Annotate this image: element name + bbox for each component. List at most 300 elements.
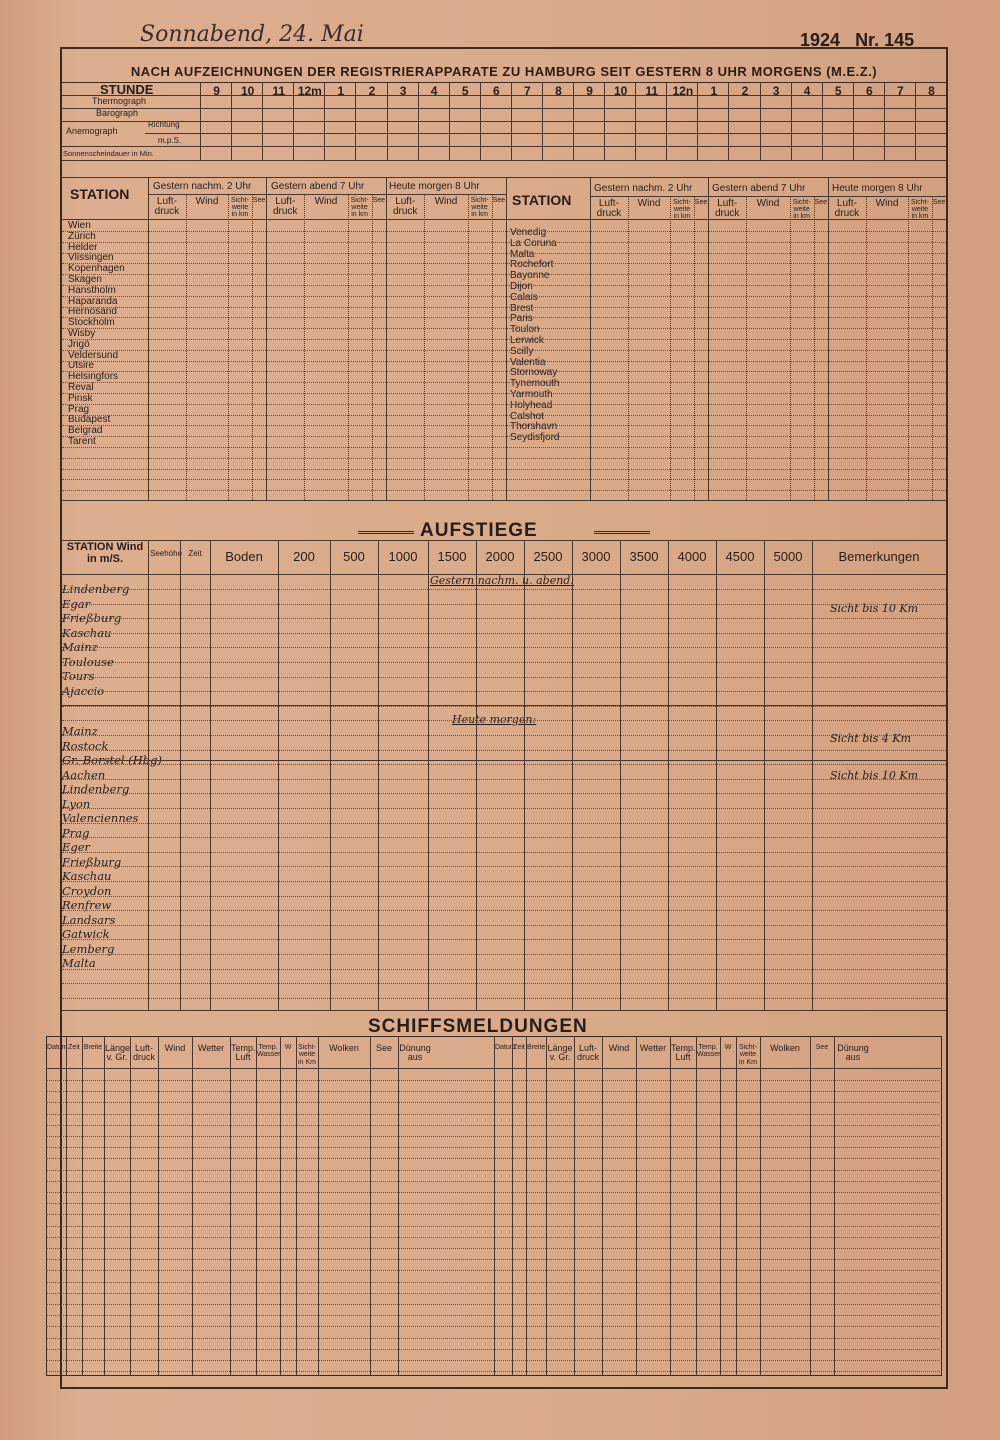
subcol-3-0: Luft-druck <box>596 198 622 219</box>
asc-row-line <box>62 677 946 678</box>
asc-station-t-0: Mainz <box>62 724 98 738</box>
hour-label-8: 5 <box>461 84 469 98</box>
ship-row-line <box>46 1349 942 1350</box>
subcol-divider <box>424 194 425 500</box>
ship-row-line <box>46 1192 942 1193</box>
asc-row-line <box>62 647 946 648</box>
row-barograph: Barograph <box>96 108 139 118</box>
asc-row-line <box>62 735 946 736</box>
ship-r-col-13: Dünung aus <box>837 1043 869 1063</box>
left-station-8: Hernösand <box>68 306 117 318</box>
station-row-line <box>62 425 946 426</box>
asc-station-t-11: Croydon <box>62 883 112 898</box>
asc-station-t-16: Malta <box>62 956 96 970</box>
station-row-line <box>62 339 946 340</box>
left-station-6: Hanstholm <box>68 284 116 296</box>
subcol-divider <box>304 194 305 500</box>
asc-station-t-3: Aachen <box>62 767 106 782</box>
ship-row-line <box>46 1315 942 1316</box>
ship-l-col-11: Wolken <box>329 1043 359 1053</box>
subcol-2-2: Sicht-weite in km <box>470 197 489 218</box>
subcol-4-0: Luft-druck <box>714 198 740 219</box>
asc-row-line <box>62 691 946 692</box>
ship-row-line <box>46 1248 942 1249</box>
right-station-15: Yarmouth <box>510 388 553 400</box>
subcol-5-0: Luft-druck <box>834 198 860 219</box>
station-row-line <box>62 285 946 286</box>
ship-col-divider <box>158 1036 159 1376</box>
ship-r-col-0: Datum <box>495 1044 516 1051</box>
left-station-19: Belgrad <box>68 425 103 437</box>
ship-row-line <box>46 1170 942 1171</box>
right-station-9: Toulon <box>510 324 540 336</box>
ship-col-divider <box>834 1036 835 1376</box>
asc-row-line <box>62 589 946 590</box>
asc-station-y-7: Ajaccio <box>62 683 105 698</box>
subcol-0-3: See <box>252 197 266 204</box>
station-row-line <box>62 371 946 372</box>
ship-r-col-3: Länge v. Gr. <box>547 1043 573 1063</box>
asc-station-y-6: Tours <box>62 669 95 683</box>
subcol-1-2: Sicht-weite in km <box>350 197 369 218</box>
ship-row-line <box>46 1282 942 1283</box>
ship-col-divider <box>526 1036 527 1376</box>
ship-l-col-7: Temp. Luft <box>231 1043 256 1063</box>
hour-label-21: 6 <box>866 84 873 98</box>
hour-label-5: 2 <box>368 84 376 98</box>
station-row-line <box>62 317 946 318</box>
ship-header-line <box>46 1068 942 1069</box>
asc-row-line <box>62 969 946 970</box>
ship-col-divider <box>736 1036 737 1376</box>
subcol-1-0: Luft-druck <box>272 196 298 217</box>
asc-station-y-5: Toulouse <box>62 654 114 669</box>
hour-label-10: 7 <box>524 84 531 98</box>
right-station-list <box>510 228 559 444</box>
ship-row-line <box>46 1136 942 1137</box>
ship-col-divider <box>512 1036 513 1376</box>
right-station-12: Valentia <box>510 356 546 368</box>
ship-col-divider <box>720 1036 721 1376</box>
right-station-8: Paris <box>510 313 533 325</box>
right-station-4: Bayonne <box>510 270 550 282</box>
grp-l2: Gestern abend 7 Uhr <box>271 181 365 192</box>
right-station-16: Holyhead <box>510 399 553 411</box>
ship-l-col-4: Luft-druck <box>132 1043 155 1063</box>
asc-col-5: 500 <box>343 549 365 564</box>
ship-r-col-12: See <box>815 1044 829 1051</box>
right-station-0: Venedig <box>510 227 547 238</box>
ship-r-col-1: Zeit <box>513 1044 525 1051</box>
asc-col-4: 200 <box>293 549 315 564</box>
ship-row-line <box>46 1270 942 1271</box>
ship-col-divider <box>230 1036 231 1376</box>
hour-label-15: 12n <box>672 84 694 98</box>
right-station-5: Dijon <box>510 280 533 292</box>
left-station-1: Zürich <box>68 230 96 242</box>
right-station-2: Malta <box>510 248 535 260</box>
subcol-1-3: See <box>372 197 386 204</box>
asc-station-t-7: Prag <box>62 825 90 840</box>
asc-station-t-10: Kaschau <box>62 869 112 883</box>
ship-col-divider <box>602 1036 603 1376</box>
subcol-0-2: Sicht-weite in km <box>231 197 249 218</box>
hour-label-0: 9 <box>213 84 220 98</box>
ship-l-col-3: Länge v. Gr. <box>105 1043 131 1063</box>
left-station-0: Wien <box>68 220 91 231</box>
asc-col-3: Boden <box>225 549 263 564</box>
asc-col-6: 1000 <box>388 549 418 564</box>
ship-col-divider <box>82 1036 83 1376</box>
hour-label-13: 10 <box>613 84 628 98</box>
asc-station-t-4: Lindenberg <box>62 782 130 796</box>
asc-row-line <box>62 823 946 824</box>
subcol-2-0: Luft-druck <box>392 196 418 217</box>
hour-label-22: 7 <box>897 84 904 98</box>
hour-label-6: 3 <box>399 84 407 98</box>
grp-l1: Gestern nachm. 2 Uhr <box>153 181 252 192</box>
right-station-1: La Coruna <box>510 237 557 249</box>
subcol-4-1: Wind <box>756 198 780 209</box>
grp-r3: Heute morgen 8 Uhr <box>832 183 923 194</box>
hour-label-19: 4 <box>803 84 811 98</box>
subcol-divider <box>372 194 373 500</box>
asc-station-t-15: Lemberg <box>62 941 115 956</box>
asc-row-line <box>62 866 946 867</box>
station-row-line <box>62 382 946 383</box>
asc-station-t-13: Landsars <box>62 912 116 927</box>
station-row-line <box>62 274 946 275</box>
ship-row-line <box>46 1214 942 1215</box>
left-station-16: Pinsk <box>68 392 93 404</box>
ship-l-col-6: Wetter <box>197 1043 225 1053</box>
ship-row-line <box>46 1181 942 1182</box>
subcol-divider <box>348 194 349 500</box>
ship-col-divider <box>192 1036 193 1376</box>
hour-label-20: 5 <box>834 84 842 98</box>
ship-row-line <box>46 1080 942 1081</box>
left-station-15: Reval <box>68 381 94 393</box>
asc-row-line <box>62 604 946 605</box>
station-row-line <box>62 469 946 470</box>
right-station-13: Stornoway <box>510 367 558 379</box>
subcol-1-1: Wind <box>314 196 338 207</box>
asc-col-9: 2500 <box>533 549 563 564</box>
asc-row-line <box>62 896 946 897</box>
station-label-right: STATION <box>512 192 572 208</box>
station-row-line <box>62 307 946 308</box>
right-station-6: Calais <box>510 291 538 303</box>
note-today: Heute morgen: <box>452 713 537 726</box>
asc-row-line <box>62 750 946 751</box>
left-station-2: Helder <box>68 241 98 253</box>
year: 1924 <box>800 30 841 50</box>
asc-row-line <box>62 939 946 940</box>
left-station-3: Vlissingen <box>68 252 114 264</box>
left-station-18: Budapest <box>68 414 111 426</box>
ship-l-col-0: Datum <box>47 1044 68 1051</box>
asc-block-line <box>62 760 946 761</box>
asc-row-line <box>62 852 946 853</box>
right-station-17: Calshot <box>510 410 544 422</box>
ship-col-divider <box>670 1036 671 1376</box>
ship-l-col-5: Wind <box>164 1043 186 1053</box>
hour-label-2: 11 <box>272 84 286 98</box>
ship-row-line <box>46 1259 942 1260</box>
asc-station-t-14: Gatwick <box>62 927 110 941</box>
row-thermograph: Thermograph <box>92 96 147 106</box>
station-row-line <box>62 296 946 297</box>
row-sonnenschein: Sonnenscheindauer in Min. <box>63 149 154 158</box>
asc-col-12: 4000 <box>677 549 707 564</box>
ship-row-line <box>46 1338 942 1339</box>
subcol-5-3: See <box>932 199 946 206</box>
ship-center-divider <box>494 1036 495 1376</box>
ship-col-divider <box>636 1036 637 1376</box>
asc-row-line <box>62 881 946 882</box>
ship-col-divider <box>574 1036 575 1376</box>
subcol-5-1: Wind <box>875 198 899 209</box>
station-row-line <box>62 242 946 243</box>
left-station-20: Tarent <box>68 435 96 447</box>
hour-label-4: 1 <box>337 84 345 98</box>
subcol-2-1: Wind <box>434 196 458 207</box>
asc-row-line <box>62 764 946 765</box>
ship-l-col-13: Dünung aus <box>399 1043 431 1063</box>
left-station-14: Helsingfors <box>68 371 119 383</box>
station-row-line <box>62 479 946 480</box>
ship-l-col-1: Zeit <box>68 1044 80 1051</box>
asc-col-14: 5000 <box>773 549 803 564</box>
hour-label-16: 1 <box>710 84 718 98</box>
ship-col-divider <box>256 1036 257 1376</box>
stations-yesterday <box>62 582 129 698</box>
ship-col-divider <box>104 1036 105 1376</box>
ship-col-divider <box>546 1036 547 1376</box>
left-station-11: Jrigö <box>68 338 90 350</box>
issue-no: Nr. 145 <box>855 30 915 50</box>
asc-row-line <box>62 720 946 721</box>
right-station-7: Brest <box>510 302 534 314</box>
station-row-line <box>62 350 946 351</box>
hour-label-18: 3 <box>772 84 780 98</box>
ship-row-line <box>46 1371 942 1372</box>
station-row-line <box>62 361 946 362</box>
ship-r-col-10: Sicht-weite in Km <box>739 1044 757 1066</box>
schiff-title: SCHIFFSMELDUNGEN <box>368 1016 588 1037</box>
anemo-richtung: Richtung <box>148 120 180 129</box>
asc-row-line <box>62 925 946 926</box>
hour-label-14: 11 <box>645 84 659 98</box>
ship-row-line <box>46 1158 942 1159</box>
asc-station-t-2: Gr. Borstel (Hbg) <box>62 753 162 767</box>
asc-station-t-6: Valenciennes <box>62 811 139 825</box>
subcol-divider <box>228 194 229 500</box>
asc-station-t-1: Rostock <box>62 738 109 753</box>
asc-station-y-2: Frießburg <box>62 611 122 625</box>
asc-col-10: 3000 <box>581 549 611 564</box>
left-station-17: Prag <box>68 403 90 415</box>
station-row-line <box>62 404 946 405</box>
note-yesterday: Gestern nachm. u. abend: <box>430 574 575 587</box>
asc-col-2: Zeit <box>188 549 202 558</box>
ship-col-divider <box>696 1036 697 1376</box>
asc-station-t-5: Lyon <box>62 796 91 811</box>
ship-row-line <box>46 1226 942 1227</box>
left-station-10: Wisby <box>68 327 96 339</box>
ship-row-line <box>46 1147 942 1148</box>
right-station-10: Lerwick <box>510 334 544 346</box>
asc-station-y-3: Kaschau <box>62 625 112 640</box>
ship-row-line <box>46 1360 942 1361</box>
asc-station-t-12: Renfrew <box>62 898 112 912</box>
asc-row-line <box>62 983 946 984</box>
left-station-9: Stockholm <box>68 317 115 329</box>
ship-r-col-9: W <box>724 1044 732 1051</box>
ship-row-line <box>46 1114 942 1115</box>
ship-l-col-8: Temp. Wasser <box>257 1044 281 1059</box>
ship-col-divider <box>318 1036 319 1376</box>
asc-row-line <box>62 954 946 955</box>
hour-label-3: 12m <box>297 84 322 98</box>
ship-r-col-5: Wind <box>608 1043 630 1053</box>
subcol-5-2: Sicht-weite in km <box>911 199 929 220</box>
ship-l-col-9: W <box>284 1044 292 1051</box>
right-station-14: Tynemouth <box>510 378 560 390</box>
station-row-line <box>62 328 946 329</box>
asc-station-y-1: Egar <box>62 596 91 611</box>
asc-col-13: 4500 <box>725 549 755 564</box>
anemo-mps: m.p.S. <box>158 136 182 145</box>
asc-row-line <box>62 910 946 911</box>
right-station-11: Scilly <box>510 345 534 357</box>
ship-l-col-12: See <box>375 1043 392 1053</box>
right-station-19: Seydisfjord <box>510 432 560 444</box>
ship-row-line <box>46 1125 942 1126</box>
station-label-left: STATION <box>70 186 130 202</box>
station-row-line <box>62 490 946 491</box>
ship-col-divider <box>398 1036 399 1376</box>
ship-col-divider <box>810 1036 811 1376</box>
grp-r1: Gestern nachm. 2 Uhr <box>594 183 693 194</box>
asc-col-1: Seehöhe <box>150 549 183 558</box>
left-station-5: Skagen <box>68 273 102 285</box>
subcol-divider <box>468 194 469 500</box>
subcol-0-1: Wind <box>195 196 219 207</box>
left-station-4: Kopenhagen <box>68 263 125 275</box>
ship-col-divider <box>66 1036 67 1376</box>
ship-r-col-6: Wetter <box>639 1043 667 1053</box>
asc-station-y-4: Mainz <box>62 640 98 654</box>
asc-station-t-9: Frießburg <box>62 854 122 869</box>
hour-label-17: 2 <box>741 84 749 98</box>
subcol-3-3: See <box>694 199 708 206</box>
asc-station-y-0: Lindenberg <box>62 582 130 596</box>
asc-col-0: STATION Wind in m/S. <box>66 541 144 565</box>
hour-label-23: 8 <box>928 84 935 98</box>
ship-col-divider <box>280 1036 281 1376</box>
station-row-line <box>62 436 946 437</box>
right-station-18: Thorshavn <box>510 421 558 433</box>
asc-block-line <box>62 705 946 706</box>
subcol-divider <box>492 194 493 500</box>
grp-l3: Heute morgen 8 Uhr <box>389 181 480 192</box>
ship-col-divider <box>760 1036 761 1376</box>
ship-row-line <box>46 1304 942 1305</box>
ship-col-divider <box>130 1036 131 1376</box>
ship-r-col-11: Wolken <box>770 1043 800 1053</box>
ship-col-divider <box>296 1036 297 1376</box>
ship-r-col-8: Temp. Wasser <box>697 1044 721 1059</box>
top-banner: NACH AUFZEICHNUNGEN DER REGISTRIERAPPARATE ZU HAMBURG SEIT GESTERN 8 UHR MORGENS (M.E.Z.) <box>62 60 946 83</box>
ship-row-line <box>46 1237 942 1238</box>
left-station-13: Utsire <box>68 360 95 372</box>
handwritten-date: Sonnabend, 24. Mai <box>140 22 364 47</box>
remark-1: Sicht bis 10 Km <box>830 602 919 615</box>
ship-row-line <box>46 1326 942 1327</box>
subcol-3-2: Sicht-weite in km <box>673 199 691 220</box>
subcol-0-0: Luft-druck <box>154 196 180 217</box>
asc-col-7: 1500 <box>437 549 467 564</box>
ship-l-col-2: Breite <box>83 1044 103 1051</box>
subcol-divider <box>252 194 253 500</box>
asc-row-line <box>62 808 946 809</box>
aufstiege-title: AUFSTIEGE <box>420 520 538 541</box>
ship-row-line <box>46 1102 942 1103</box>
subcol-3-1: Wind <box>637 198 661 209</box>
ship-row-line <box>46 1091 942 1092</box>
asc-col-11: 3500 <box>629 549 659 564</box>
left-station-7: Haparanda <box>68 295 118 307</box>
ship-row-line <box>46 1293 942 1294</box>
subcol-divider <box>186 194 187 500</box>
asc-row-line <box>62 633 946 634</box>
stunde-label: STUNDE <box>100 82 154 97</box>
ship-row-line <box>46 1203 942 1204</box>
ship-l-col-10: Sicht-weite in Km <box>298 1044 316 1066</box>
asc-row-line <box>62 793 946 794</box>
left-station-12: Veldersund <box>68 349 119 361</box>
ship-r-col-7: Temp. Luft <box>671 1043 696 1063</box>
remark-3: Sicht bis 10 Km <box>830 769 919 782</box>
asc-col-15: Bemerkungen <box>838 549 920 564</box>
station-row-line <box>62 458 946 459</box>
station-row-line <box>62 447 946 448</box>
subcol-2-3: See <box>492 197 506 204</box>
station-row-line <box>62 253 946 254</box>
hour-label-1: 10 <box>240 84 255 98</box>
ship-r-col-4: Luft-druck <box>576 1043 599 1063</box>
grp-r2: Gestern abend 7 Uhr <box>712 183 806 194</box>
hour-label-7: 4 <box>430 84 438 98</box>
hour-label-9: 6 <box>493 84 500 98</box>
ship-col-divider <box>370 1036 371 1376</box>
subcol-4-3: See <box>814 199 828 206</box>
subcol-4-2: Sicht-weite in km <box>792 199 811 220</box>
asc-station-t-8: Eger <box>62 840 91 854</box>
hour-label-12: 9 <box>586 84 593 98</box>
asc-row-line <box>62 662 946 663</box>
asc-row-line <box>62 779 946 780</box>
station-row-line <box>62 393 946 394</box>
station-row-line <box>62 415 946 416</box>
asc-col-8: 2000 <box>485 549 515 564</box>
station-row-line <box>62 263 946 264</box>
asc-row-line <box>62 998 946 999</box>
remark-2: Sicht bis 4 Km <box>830 732 912 745</box>
right-station-3: Rochefort <box>510 259 554 271</box>
station-row-line <box>62 231 946 232</box>
